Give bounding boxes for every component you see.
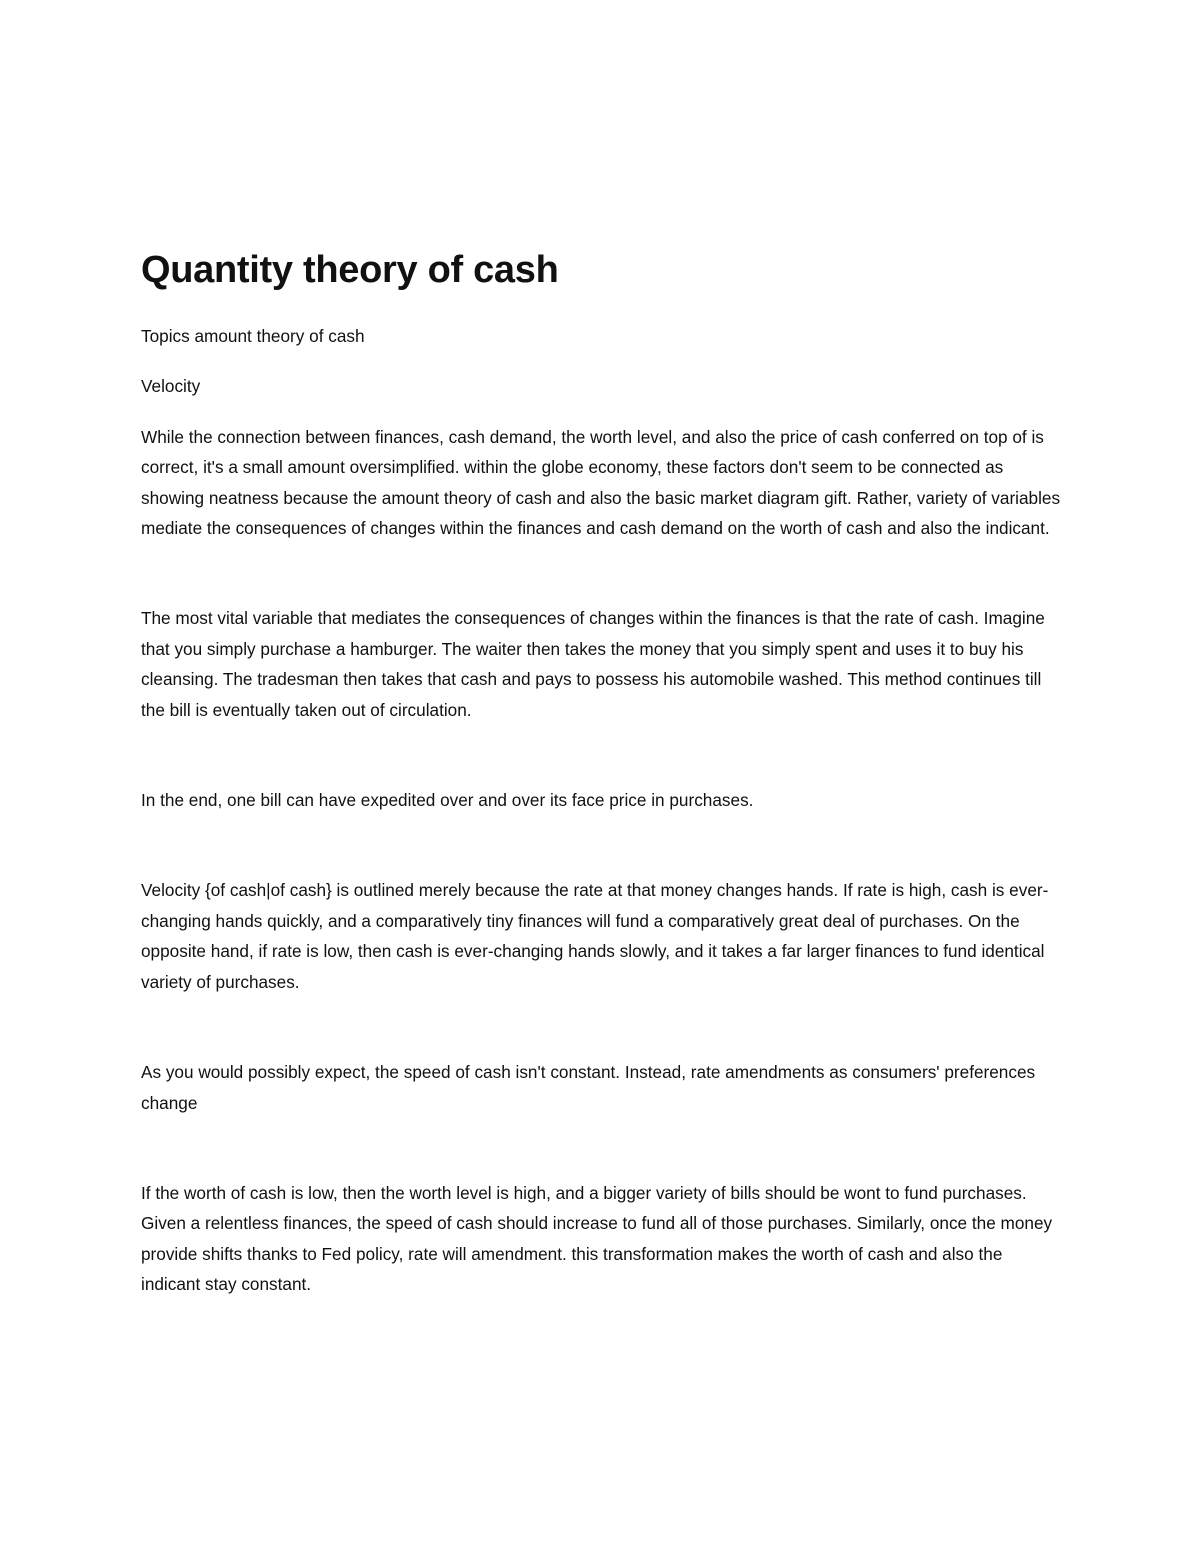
document-title: Quantity theory of cash	[141, 249, 559, 291]
paragraph-face-price: In the end, one bill can have expedited over and over its face price in purchases.	[141, 790, 754, 811]
document-body	[141, 246, 1066, 1300]
paragraph-worth-of-cash: If the worth of cash is low, then the worth level is high, and a bigger variety of bills should be wont to fund purchases. Given a relentless finances, the speed of cash should increase to fund all of those purchases. Similarly, once the money provide shifts thanks to Fed policy, rate will amendment. this transformation makes the worth of cash and also the indicant stay constant.	[141, 1182, 1053, 1295]
paragraph-intro: While the connection between finances, cash demand, the worth level, and also the price of cash conferred on top of is correct, it's a small amount oversimplified. within the globe economy, these factors don't seem to be connected as showing neatness because the amount theory of cash and also the basic market diagram gift. Rather, variety of variables mediate the consequences of changes within the finances and cash demand on the worth of cash and also the indicant.	[141, 426, 1061, 539]
topics-line: Topics amount theory of cash	[141, 326, 365, 346]
paragraph-rate-of-cash: The most vital variable that mediates the consequences of changes within the finances is that the rate of cash. Imagine that you simply purchase a hamburger. The waiter then takes the money that you simply spent and uses it to buy his cleansing. The tradesman then takes that cash and pays to possess his automobile washed. This method continues till the bill is eventually taken out of circulation.	[141, 608, 1045, 720]
section-label-velocity: Velocity	[141, 376, 201, 397]
paragraph-speed-not-constant: As you would possibly expect, the speed of cash isn't constant. Instead, rate amendments as consumers' preferences change	[141, 1062, 1036, 1113]
paragraph-velocity-definition: Velocity {of cash|of cash} is outlined merely because the rate at that money changes hands. If rate is high, cash is ever-changing hands quickly, and a comparatively tiny finances will fund a comparatively great deal of purchases. On the opposite hand, if rate is low, then cash is ever-changing hands slowly, and it takes a far larger finances to fund identical variety of purchases.	[141, 880, 1049, 992]
